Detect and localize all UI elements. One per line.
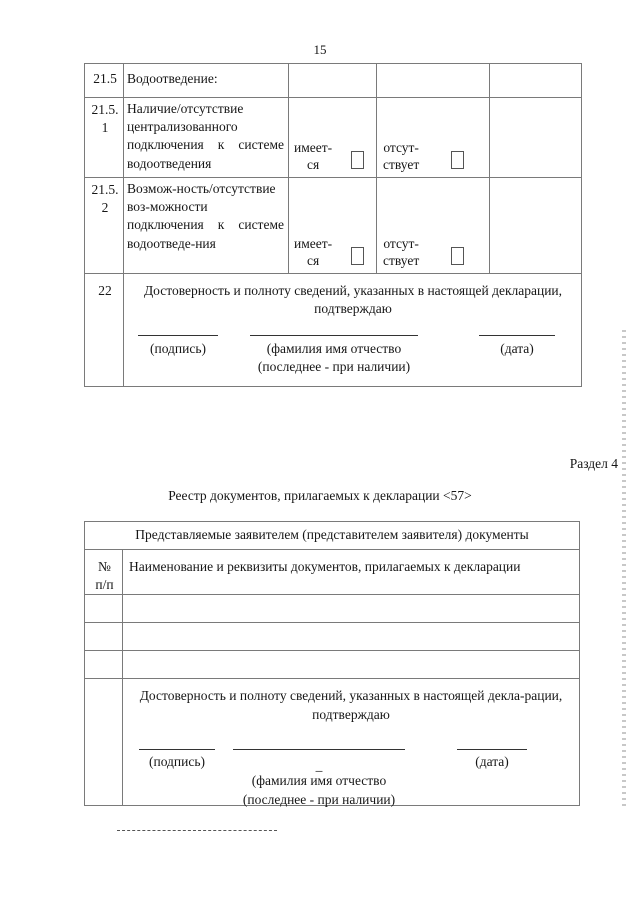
signature-caption: (подпись) [149,341,207,356]
option-no-label: отсут- ствует [383,235,420,269]
table-row [85,178,582,274]
column-header-row [85,550,580,595]
option-no-checkbox[interactable] [451,247,464,265]
signature-line[interactable] [139,749,215,750]
option-no-label: отсут- ствует [383,139,420,173]
attestation-text: Достоверность и полноту сведений, указанных в настоящей декла-рации, подтверждаю [139,688,563,722]
row-number-cell[interactable] [85,623,123,651]
column-number-header: № п/п [85,550,123,595]
scan-margin-marks [622,330,626,810]
table-row [85,623,580,651]
option-no-checkbox[interactable] [451,151,464,169]
date-line[interactable] [457,749,527,750]
name-caption: (фамилия имя отчество (последнее - при наличии) [242,773,396,807]
document-name-cell[interactable] [123,595,580,623]
option-yes-checkbox[interactable] [351,151,364,169]
registry-title: Реестр документов, прилагаемых к декларации <57> [168,488,472,503]
option-yes-checkbox[interactable] [351,247,364,265]
page-number: 15 [313,42,327,57]
table-row [85,651,580,679]
row-label: Возмож-ность/отсутствие воз-можности подключения к системе водоотведе-ния [124,178,289,274]
section-label: Раздел 4 [569,456,618,471]
declaration-table [84,63,582,387]
attestation-text: Достоверность и полноту сведений, указанных в настоящей декларации, подтверждаю [143,283,563,317]
row-number: 21.5. 1 [85,98,124,178]
attestation-row [85,274,582,387]
signature-caption: (подпись) [148,754,206,770]
option-yes-label: имеет- ся [294,139,333,173]
row-number-cell[interactable] [85,595,123,623]
date-caption: (дата) [475,754,509,770]
document-name-cell[interactable] [123,623,580,651]
name-dash: _ [315,758,323,774]
name-line[interactable] [250,335,418,336]
row-number: 21.5. 2 [85,178,124,274]
column-name-header: Наименование и реквизиты документов, прилагаемых к декларации [123,550,580,595]
name-line[interactable] [233,749,405,750]
row-label: Наличие/отсутствие централизованного подключения к системе водоотведения [124,98,289,178]
table-row [85,595,580,623]
header-row [85,522,580,550]
table-row [85,98,582,178]
registry-header: Представляемые заявителем (представителем заявителя) документы [85,522,580,550]
table-row [85,64,582,98]
option-yes-label: имеет- ся [294,235,333,269]
signature-line[interactable] [138,335,218,336]
row-label: Водоотведение: [124,64,289,98]
row-number: 22 [85,274,124,387]
name-caption: (фамилия имя отчество (последнее - при наличии) [257,341,411,375]
date-caption: (дата) [500,341,534,356]
footnote-separator [117,830,277,831]
date-line[interactable] [479,335,555,336]
document-name-cell[interactable] [123,651,580,679]
row-number-cell[interactable] [85,651,123,679]
row-number: 21.5 [85,64,124,98]
registry-table [84,521,580,806]
attestation-row [85,679,580,806]
